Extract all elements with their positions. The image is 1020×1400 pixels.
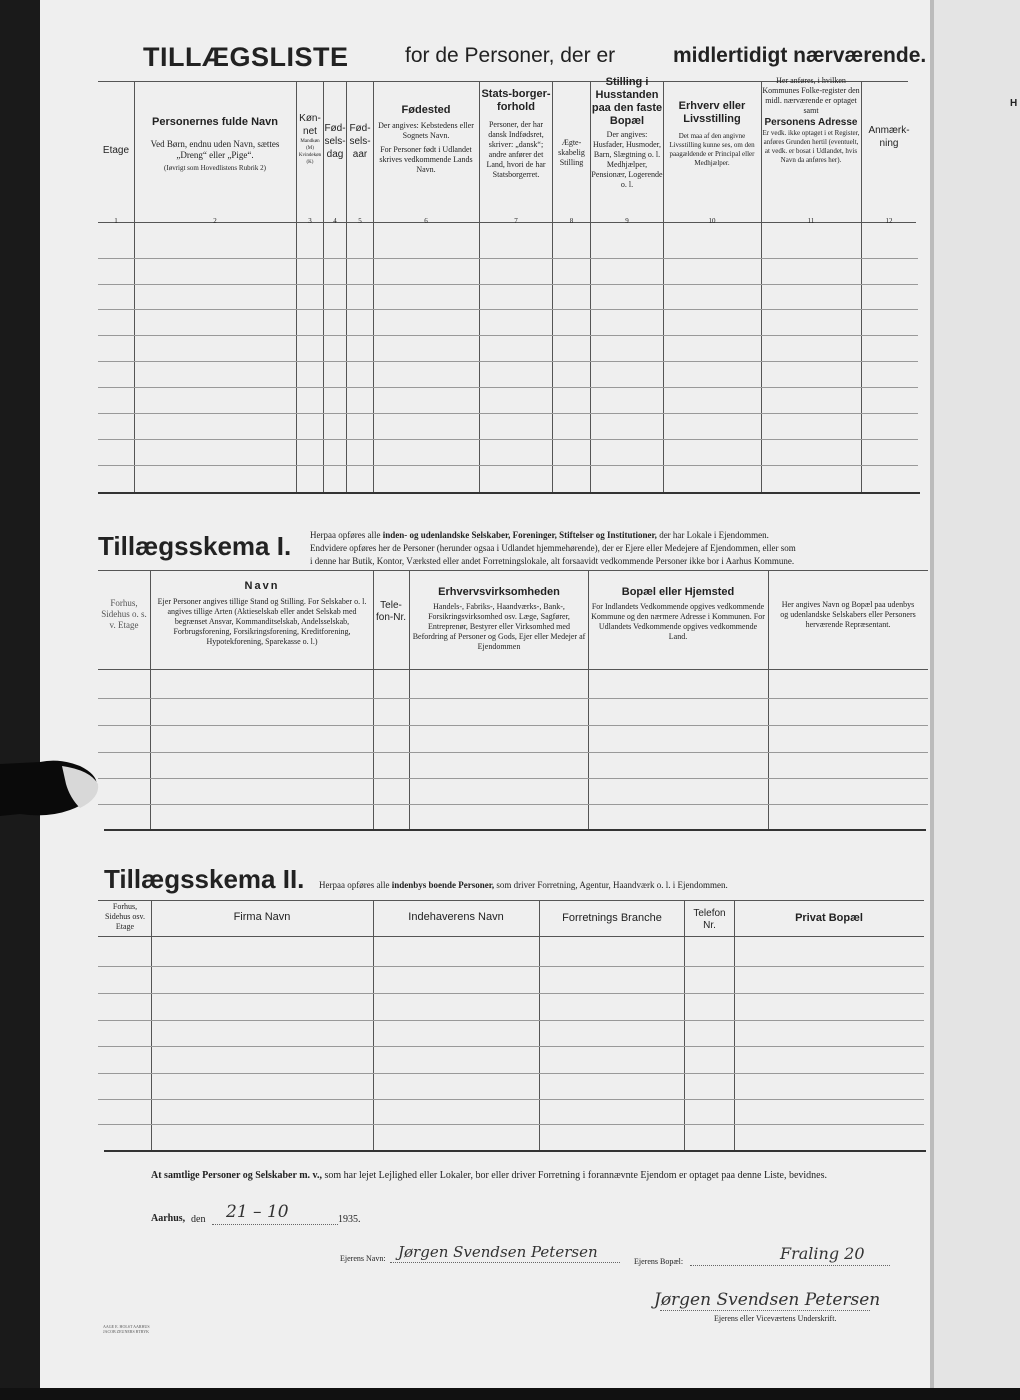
signature-handwritten: Jørgen Svendsen Petersen bbox=[654, 1290, 881, 1310]
form-page bbox=[40, 0, 930, 1388]
s1-col-etage: Forhus, Sidehus o. s. v. Etage bbox=[101, 598, 147, 630]
col-household: Stilling i Husstanden paa den faste Bopæl Der angives: Husfader, Husmoder, Barn, Slægtning o. l. Medhjælper, Pensionær, Logerende o. l. bbox=[591, 76, 663, 189]
col-marital: Ægte-skabelig Stilling bbox=[558, 138, 585, 167]
col-birthday: Fød-sels-dag bbox=[324, 123, 346, 160]
list-title-bold: midlertidigt nærværende. bbox=[673, 44, 927, 67]
col-num: 1 bbox=[114, 217, 118, 225]
col-num: 11 bbox=[807, 217, 815, 225]
binder-clip bbox=[0, 758, 100, 822]
skema1-intro: Herpaa opføres alle inden- og udenlandske Selskaber, Foreninger, Stiftelser og Institutioner, der har Lokale i Ejendommen. Endvidere opføres her de Personer (herunder ogsaa i Udlandet hjemmehørende), der er Ejere eller Medejere af Ejendommen, eller som i denne har Butik, Kontor, Værksted eller andet Forretningslokale, alt forsaavidt vedkommende Personer ikke bor i Aarhus Kommune. bbox=[310, 530, 796, 566]
adjacent-letter: H bbox=[1010, 98, 1018, 109]
year: 1935. bbox=[338, 1214, 361, 1225]
s2-col-firma: Firma Navn bbox=[233, 911, 291, 923]
s2-col-branche: Forretnings Branche bbox=[562, 912, 662, 924]
col-address: Her anføres, i hvilken Kommunes Folke-register den midl. nærværende er optaget samt Personens Adresse Er vedk. ikke optaget i et Register, anføres Grunden hertil (eventuelt, at vedk. er bosat i Udlandet, hvis Navn da anføres her). bbox=[762, 76, 860, 164]
col-birthyear: Fød-sels-aar bbox=[349, 123, 371, 160]
col-num: 10 bbox=[708, 217, 716, 225]
col-gender: Køn-net Mandkøn (M) Kvindekøn (K) bbox=[298, 113, 322, 165]
col-occupation: Erhverv eller Livsstilling Det maa af den angivne Livsstilling kunne ses, om den paagældende er Principal eller Medhjælper. bbox=[669, 100, 755, 167]
s2-col-bopael: Privat Bopæl bbox=[795, 912, 863, 924]
col-num: 12 bbox=[885, 217, 893, 225]
col-num: 4 bbox=[333, 217, 337, 225]
scan-border bbox=[0, 1388, 1020, 1400]
s2-col-etage: Forhus, Sidehus osv. Etage bbox=[105, 902, 145, 931]
s1-col-repr: Her angives Navn og Bopæl paa udenbys og udenlandske Selskabers eller Personers herværende Repræsentant. bbox=[780, 600, 916, 629]
col-birthplace: Fødested Der angives: Kebstedens eller Sognets Navn. For Personer født i Udlandet skrives vedkommende Lands Navn. bbox=[378, 104, 474, 174]
adjacent-page bbox=[930, 0, 1020, 1388]
city: Aarhus, bbox=[151, 1213, 186, 1224]
s1-col-telefon: Tele-fon-Nr. bbox=[375, 600, 406, 623]
col-num: 6 bbox=[424, 217, 428, 225]
skema1-title: Tillægsskema I. bbox=[98, 531, 292, 561]
s2-col-telefon: Telefon Nr. bbox=[693, 908, 726, 931]
col-citizenship: Stats-borger-forhold Personer, der har dansk Indfødsret, skriver: „dansk“; andre anfører det Land, hvori de har Statsborgerret. bbox=[481, 88, 551, 179]
owner-name-handwritten: Jørgen Svendsen Petersen bbox=[398, 1243, 598, 1261]
s1-col-erhverv: Erhvervsvirksomheden Handels-, Fabriks-, Haandværks-, Bank-, Forsikringsvirksomhed osv. Læge, Sagfører, Entreprenør, Bestyrer eller Virksomhed med Befordring af Personer og Gods, Ejer eller Medejer af Ejendommen bbox=[412, 586, 586, 651]
owner-address-handwritten: Fraling 20 bbox=[780, 1244, 865, 1263]
col-num: 7 bbox=[514, 217, 518, 225]
owner-address-label: Ejerens Bopæl: bbox=[634, 1257, 684, 1266]
col-num: 3 bbox=[308, 217, 312, 225]
s1-col-navn: Navn Ejer Personer angives tillige Stand og Stilling. For Selskaber o. l. angives tillige Arten (Aktieselskab eller andet Selskab med begrænset Ansvar, Kommanditselskab, Andelsselskab, Forbrugsforening, Forsikringsforening, Kreditforening, Hypotekforening, Sparekasse o. l.) bbox=[157, 580, 367, 646]
date-handwritten: 21 – 10 bbox=[226, 1202, 289, 1222]
printer-mark: AAGE E. HOLST AARHUS JACOB ZEUNERS BTRYK bbox=[103, 1324, 150, 1334]
col-num: 8 bbox=[569, 217, 574, 225]
list-title-rest: for de Personer, der er bbox=[405, 44, 616, 67]
col-num: 2 bbox=[213, 217, 217, 225]
s1-col-bopael: Bopæl eller Hjemsted For Indlandets Vedkommende opgives vedkommende Kommune og den nærmere Adresse i Kommunen. For Udlandets Vedkommende opgives vedkommende Land. bbox=[591, 586, 765, 641]
den-label: den bbox=[191, 1214, 206, 1225]
col-remark: Anmærk-ning bbox=[868, 125, 910, 149]
s2-col-indehaver: Indehaverens Navn bbox=[408, 911, 504, 923]
declaration: At samtlige Personer og Selskaber m. v., som har lejet Lejlighed eller Lokaler, bor eller driver Forretning i forannævnte Ejendom er optaget paa denne Liste, bevidnes. bbox=[151, 1170, 827, 1181]
owner-name-label: Ejerens Navn: bbox=[340, 1254, 386, 1263]
col-name: Personernes fulde Navn Ved Børn, endnu uden Navn, sættes „Dreng“ eller „Pige“. (Iøvrigt som Hovedlistens Rubrik 2) bbox=[150, 116, 280, 172]
col-num: 9 bbox=[625, 217, 629, 225]
col-etage: Etage bbox=[102, 145, 130, 156]
skema2-title: Tillægsskema II. bbox=[104, 864, 305, 894]
list-title: TILLÆGSLISTE bbox=[143, 42, 349, 72]
signature-caption: Ejerens eller Viceværtens Underskrift. bbox=[714, 1314, 837, 1323]
skema2-intro: Herpaa opføres alle indenbys boende Personer, som driver Forretning, Agentur, Haandværk o. l. i Ejendommen. bbox=[319, 880, 728, 890]
col-num: 5 bbox=[358, 217, 362, 225]
